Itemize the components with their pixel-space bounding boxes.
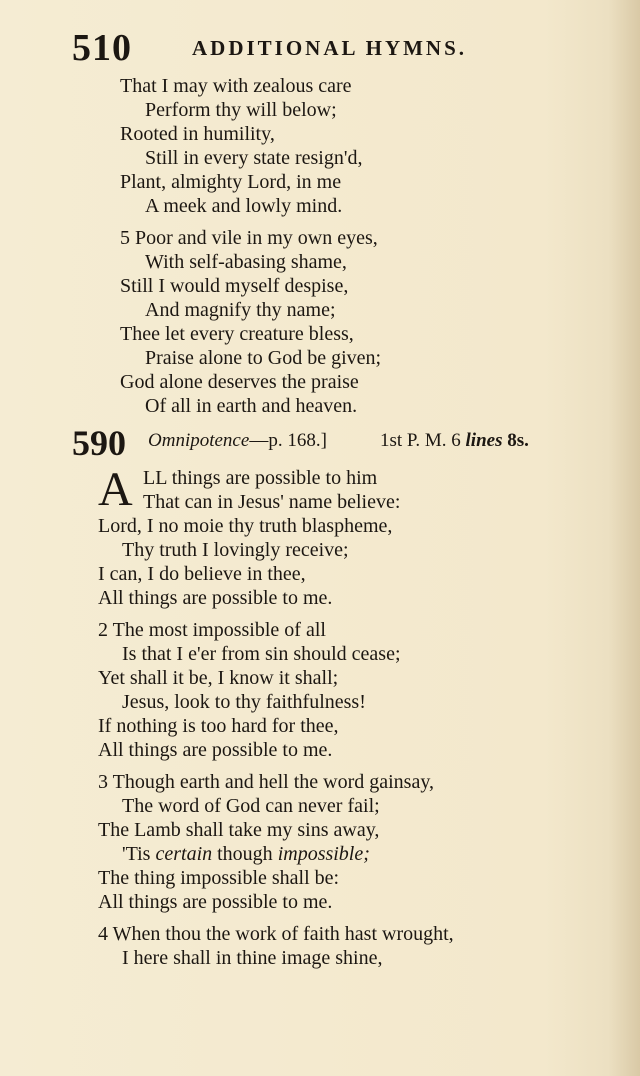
verse-line: LL things are possible to him bbox=[143, 467, 378, 489]
verse-line: A meek and lowly mind. bbox=[145, 195, 343, 217]
page-number: 510 bbox=[72, 27, 132, 69]
verse-line: All things are possible to me. bbox=[98, 587, 333, 609]
verse-line: 2 The most impossible of all bbox=[98, 619, 326, 641]
meter-lines: lines bbox=[465, 430, 503, 451]
drop-cap: A bbox=[98, 463, 133, 516]
meter-text: 1st P. M. 6 bbox=[380, 430, 461, 451]
verse-line: That can in Jesus' name believe: bbox=[143, 491, 401, 513]
verse-text: though bbox=[212, 843, 278, 865]
running-head: ADDITIONAL HYMNS. bbox=[192, 36, 468, 60]
hymn-title-text: Omnipotence bbox=[148, 430, 250, 451]
verse-line: Is that I e'er from sin should cease; bbox=[122, 643, 401, 665]
verse-line bbox=[122, 842, 370, 866]
verse-line: 4 When thou the work of faith hast wrought, bbox=[98, 923, 454, 945]
verse-line: Jesus, look to thy faithfulness! bbox=[122, 691, 366, 713]
verse-line: Praise alone to God be given; bbox=[145, 347, 382, 369]
verse-line: And magnify thy name; bbox=[145, 299, 336, 321]
verse-line: If nothing is too hard for thee, bbox=[98, 715, 339, 737]
verse-line: Yet shall it be, I know it shall; bbox=[98, 667, 339, 689]
hymn-reference: —p. 168.] bbox=[249, 430, 327, 451]
page-header bbox=[72, 26, 592, 69]
verse-line: All things are possible to me. bbox=[98, 739, 333, 761]
verse-line: Lord, I no moie thy truth blaspheme, bbox=[98, 515, 393, 537]
verse-line: Rooted in humility, bbox=[120, 123, 275, 145]
verse-text: 'Tis bbox=[122, 843, 156, 865]
verse-line: Thy truth I lovingly receive; bbox=[122, 539, 349, 561]
verse-line: I here shall in thine image shine, bbox=[122, 947, 383, 969]
hymn-title bbox=[148, 430, 327, 452]
verse-line: The word of God can never fail; bbox=[122, 795, 380, 817]
verse-line: Still in every state resign'd, bbox=[145, 147, 363, 169]
verse-line: That I may with zealous care bbox=[120, 75, 352, 97]
verse-line: Still I would myself despise, bbox=[120, 275, 349, 297]
verse-line: I can, I do believe in thee, bbox=[98, 563, 306, 585]
emphasis-text: certain bbox=[155, 843, 213, 865]
verse-line: Of all in earth and heaven. bbox=[145, 395, 358, 417]
verse-line: The thing impossible shall be: bbox=[98, 867, 340, 889]
hymn-meter bbox=[380, 430, 529, 452]
verse-line: Thee let every creature bless, bbox=[120, 323, 354, 345]
verse-line: God alone deserves the praise bbox=[120, 371, 359, 393]
verse-line: The Lamb shall take my sins away, bbox=[98, 819, 380, 841]
verse-line: 5 Poor and vile in my own eyes, bbox=[120, 227, 378, 249]
meter-syllables: 8s. bbox=[507, 430, 529, 451]
hymn-number: 590 bbox=[72, 423, 126, 463]
emphasis-text: impossible; bbox=[277, 843, 370, 865]
verse-line: 3 Though earth and hell the word gainsay, bbox=[98, 771, 435, 793]
verse-line: Perform thy will below; bbox=[145, 99, 337, 121]
verse-line: With self-abasing shame, bbox=[145, 251, 347, 273]
verse-line: Plant, almighty Lord, in me bbox=[120, 171, 342, 193]
verse-line: All things are possible to me. bbox=[98, 891, 333, 913]
hymn-590-header bbox=[72, 422, 632, 462]
